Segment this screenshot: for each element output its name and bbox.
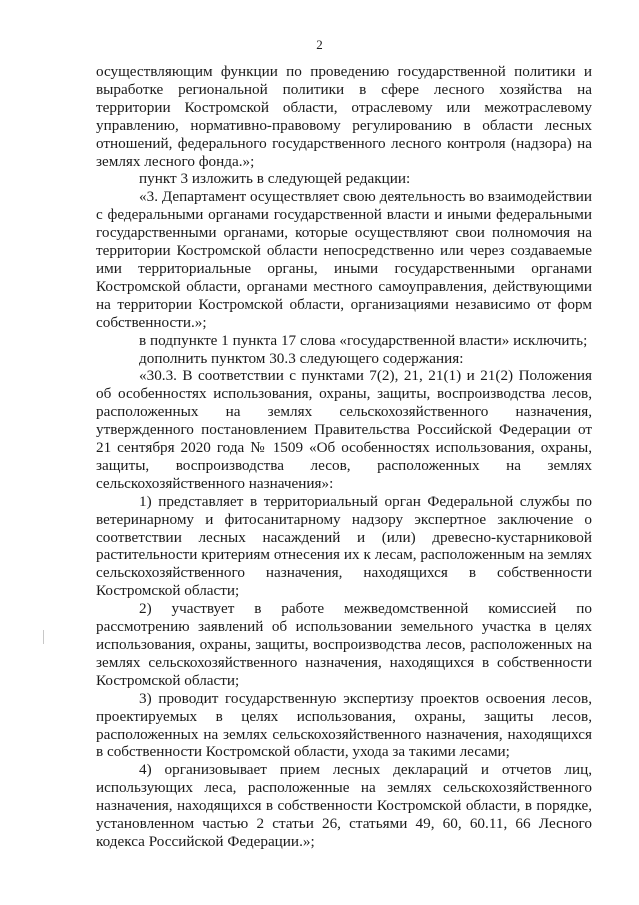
paragraph-subitem-4: 4) организовывает прием лесных деклараций и отчетов лиц, использующих леса, расположенные на землях сельскохозяйственного назначения, находящихся в собственности Костромской области, в порядке, установленном частью 2 статьи 26, статьями 49, 60, 60.11, 66 Лесного кодекса Российской Федерации.»; (96, 761, 592, 850)
page-number: 2 (316, 37, 323, 52)
paragraph-subitem-3: 3) проводит государственную экспертизу проектов освоения лесов, проектируемых в целях использования, охраны, защиты лесов, расположенных на землях сельскохозяйственного назначения, находящихся в собственности Костромской области, ухода за такими лесами; (96, 689, 592, 761)
paragraph-continuation: осуществляющим функции по проведению государственной политики и выработке региональной политики в сфере лесного хозяйства на территории Костромской области, отраслевому или межотраслевому управлению, нормативно-правовому регулированию в области лесных отношений, федерального государственного лесного контроля (надзора) на землях лесного фонда.»; (96, 63, 592, 170)
paragraph-item-3-intro: пункт 3 изложить в следующей редакции: (139, 170, 411, 188)
paragraph-item-30-3-intro: дополнить пунктом 30.3 следующего содержания: (139, 349, 464, 367)
paragraph-subitem-1: 1) представляет в территориальный орган Федеральной службы по ветеринарному и фитосанитарному надзору экспертное заключение о соответствии лесных насаждений и (или) древесно-кустарниковой растительности критериям отнесения их к лесам, расположенным на землях сельскохозяйственного назначения, находящихся в собственности Костромской области; (96, 492, 592, 600)
document-body (96, 63, 592, 851)
paragraph-item-17: в подпункте 1 пункта 17 слова «государственной власти» исключить; (139, 331, 588, 349)
scan-margin-mark (43, 630, 44, 644)
paragraph-item-30-3: «30.3. В соответствии с пунктами 7(2), 21, 21(1) и 21(2) Положения об особенностях использования, охраны, защиты, воспроизводства лесов, расположенных на землях сельскохозяйственного назначения, утвержденного постановлением Правительства Российской Федерации от 21 сентября 2020 года № 1509 «Об особенностях использования, охраны, защиты, воспроизводства лесов, расположенных на землях сельскохозяйственного назначения»: (96, 367, 592, 492)
paragraph-subitem-2: 2) участвует в работе межведомственной комиссией по рассмотрению заявлений об использовании земельного участка в целях использования, охраны, защиты, воспроизводства лесов, расположенных на землях сельскохозяйственного назначения, находящихся в собственности Костромской области; (96, 600, 592, 689)
paragraph-item-3-text: «3. Департамент осуществляет свою деятельность во взаимодействии с федеральными органами государственной власти и иными федеральными государственными органами, которые осуществляют свои полномочия на территории Костромской области непосредственно или через создаваемые ими территориальные органы, иными государственными органами Костромской области, органами местного самоуправления, действующими на территории Костромской области, организациями независимо от форм собственности.»; (96, 188, 592, 331)
